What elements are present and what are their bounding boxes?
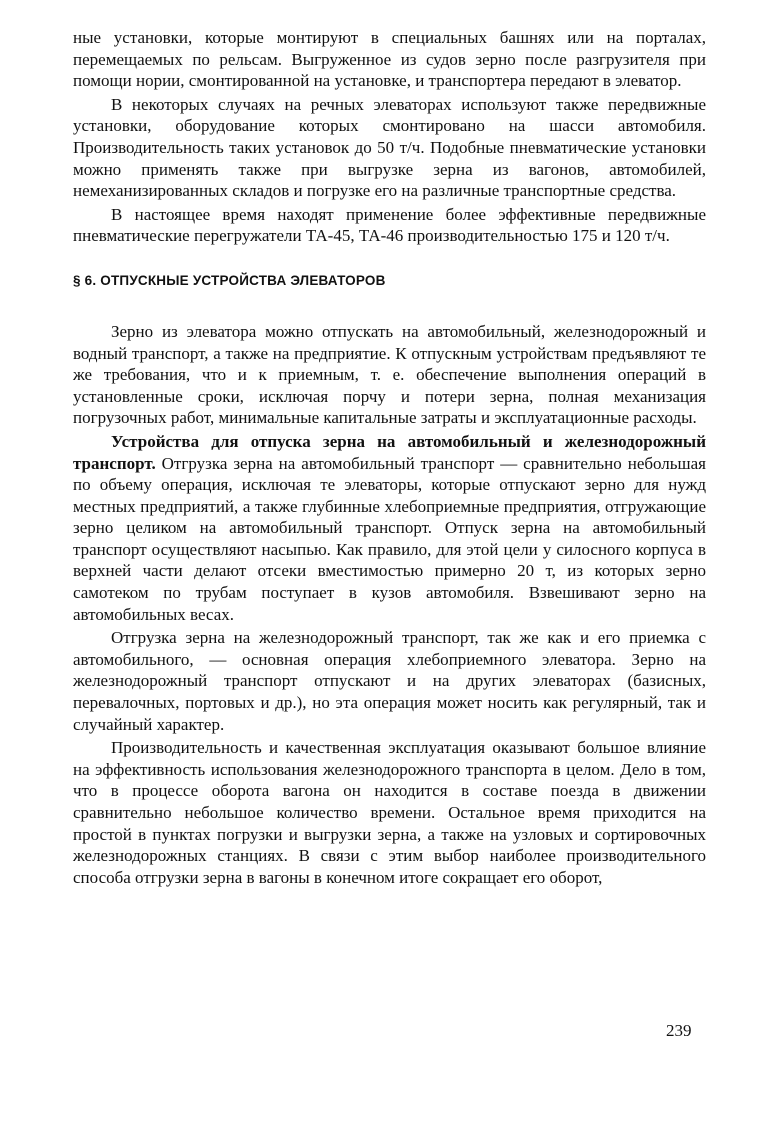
page-number: 239 — [666, 1021, 692, 1040]
paragraph-efficiency: Производительность и качественная эксплуатация оказывают большое влияние на эффективность использования железнодорожного транспорта в целом. Дело в том, что в процессе оборота вагона он находится в составе поезда в движении сравнительно небольшое количество времени. Остальное время приходится на простой в пунктах погрузки и выгрузки зерна, а также на узловых и сортировочных железнодорожных станциях. В связи с этим выбор наиболее производительного способа отгрузки зерна в вагоны в конечном итоге сокращает его оборот, — [73, 738, 706, 887]
paragraph-intro: Зерно из элеватора можно отпускать на автомобильный, железнодорожный и водный транспорт, а также на предприятие. К отпускным устройствам предъявляют те же требования, что и к приемным, т. е. обеспечение выполнения операций в установленные сроки, исключая порчу и потери зерна, полная механизация погрузочных работ, минимальные капитальные затраты и эксплуатационные расходы. — [73, 321, 706, 428]
page-content — [73, 27, 706, 888]
subsection-title: Устройства для отпуска зерна на автомобильный и железнодорожный транспорт. — [73, 431, 706, 473]
paragraph-railway-loading: Отгрузка зерна на железнодорожный транспорт, так же как и его приемка с автомобильного, — основная операция хлебоприемного элеватора. Зерно на железнодорожный транспорт отпускают и на других элеваторах (базисных, перевалочных, портовых и др.), но эта операция может носить как регулярный, так и случайный характер. — [73, 628, 706, 734]
subsection-text: Отгрузка зерна на автомобильный транспорт — сравнительно небольшая по объему операция, исключая те элеваторы, которые отпускают зерно для нужд местных предприятий, а также глубинные хлебоприемные предприятия, отгружающие зерно целиком на автомобильный транспорт. Отпуск зерна на автомобильный транспорт осуществляют насыпью. Как правило, для этой цели у силосного корпуса в верхней части делают отсеки вместимостью примерно 20 т, из которых зерно самотеком по трубам поступает в кузов автомобиля. Взвешивают зерно на автомобильных весах. — [73, 453, 706, 624]
paragraph-pneumatic-reloaders: В настоящее время находят применение более эффективные передвижные пневматические перегружатели ТА-45, ТА-46 производительностью 175 и 120 т/ч. — [73, 204, 706, 246]
paragraph-mobile-units: В некоторых случаях на речных элеваторах используют также передвижные установки, оборудование которых смонтировано на шасси автомобиля. Производительность таких установок до 50 т/ч. Подобные пневматические установки можно применять также при выгрузке зерна из вагонов, автомобилей, немеханизированных складов и погрузке его на различные транспортные средства. — [73, 94, 706, 201]
section-heading: § 6. ОТПУСКНЫЕ УСТРОЙСТВА ЭЛЕВАТОРОВ — [73, 272, 386, 288]
paragraph-subsection — [73, 431, 706, 625]
paragraph-continuation: ные установки, которые монтируют в специальных башнях или на порталах, перемещаемых по рельсам. Выгруженное из судов зерно после разгрузителя при помощи нории, смонтированной на установке, и транспортера передают в элеватор. — [73, 28, 706, 91]
